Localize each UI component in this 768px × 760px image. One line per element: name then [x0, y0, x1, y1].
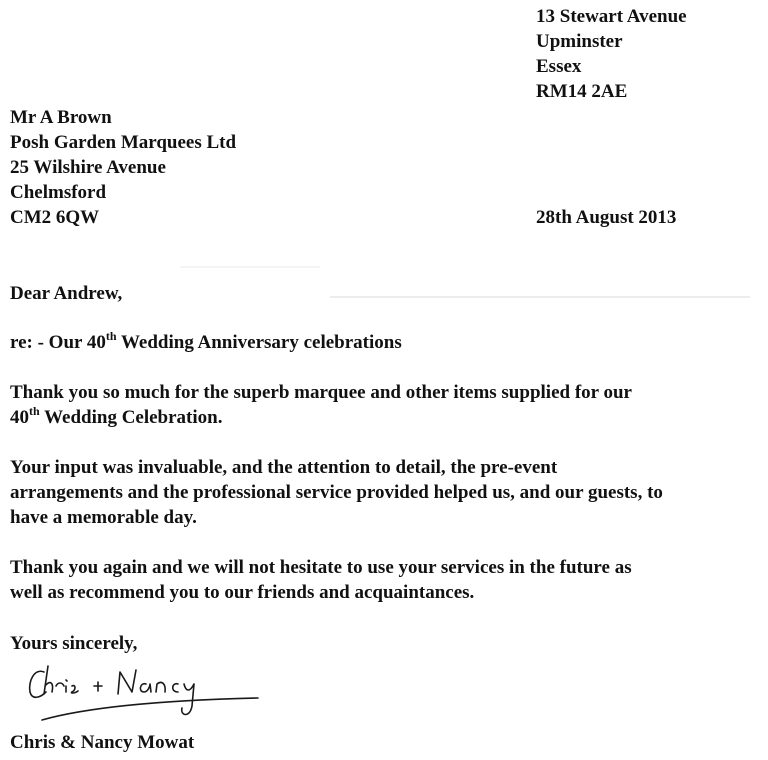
paragraph-thanks-line-2	[10, 403, 223, 430]
handwritten-signature	[22, 658, 272, 730]
paragraph-input-line-3: have a memorable day.	[10, 507, 197, 528]
paragraph-recommend-line-2: well as recommend you to our friends and acquaintances.	[10, 582, 475, 603]
recipient-company: Posh Garden Marquees Ltd	[10, 132, 237, 153]
paragraph-input-line-1: Your input was invaluable, and the attention to detail, the pre-event	[10, 457, 558, 478]
signatory-name: Chris & Nancy Mowat	[10, 732, 195, 753]
closing: Yours sincerely,	[10, 633, 138, 654]
paragraph-thanks-line-1: Thank you so much for the superb marquee and other items supplied for our	[10, 382, 632, 403]
paragraph-thanks-ordinal: th	[29, 403, 40, 418]
sender-postcode: RM14 2AE	[536, 81, 628, 102]
recipient-name: Mr A Brown	[10, 107, 112, 128]
recipient-postcode: CM2 6QW	[10, 207, 100, 228]
subject-prefix: re: - Our 40	[10, 332, 106, 353]
paragraph-input-line-2: arrangements and the professional service provided helped us, and our guests, to	[10, 482, 663, 503]
subject-rest: Wedding Anniversary celebrations	[116, 332, 402, 353]
paragraph-recommend-line-1: Thank you again and we will not hesitate to use your services in the future as	[10, 557, 632, 578]
sender-street: 13 Stewart Avenue	[536, 6, 687, 27]
paragraph-thanks-number: 40	[10, 407, 29, 428]
sender-town: Upminster	[536, 31, 623, 52]
scan-artifact	[330, 296, 750, 298]
salutation: Dear Andrew,	[10, 283, 123, 304]
paragraph-thanks-rest: Wedding Celebration.	[39, 407, 223, 428]
recipient-street: 25 Wilshire Avenue	[10, 157, 166, 178]
scan-artifact	[180, 266, 320, 268]
letter-date: 28th August 2013	[536, 207, 677, 228]
subject-line	[10, 328, 402, 355]
sender-county: Essex	[536, 56, 582, 77]
subject-ordinal: th	[105, 328, 117, 343]
recipient-town: Chelmsford	[10, 182, 107, 203]
